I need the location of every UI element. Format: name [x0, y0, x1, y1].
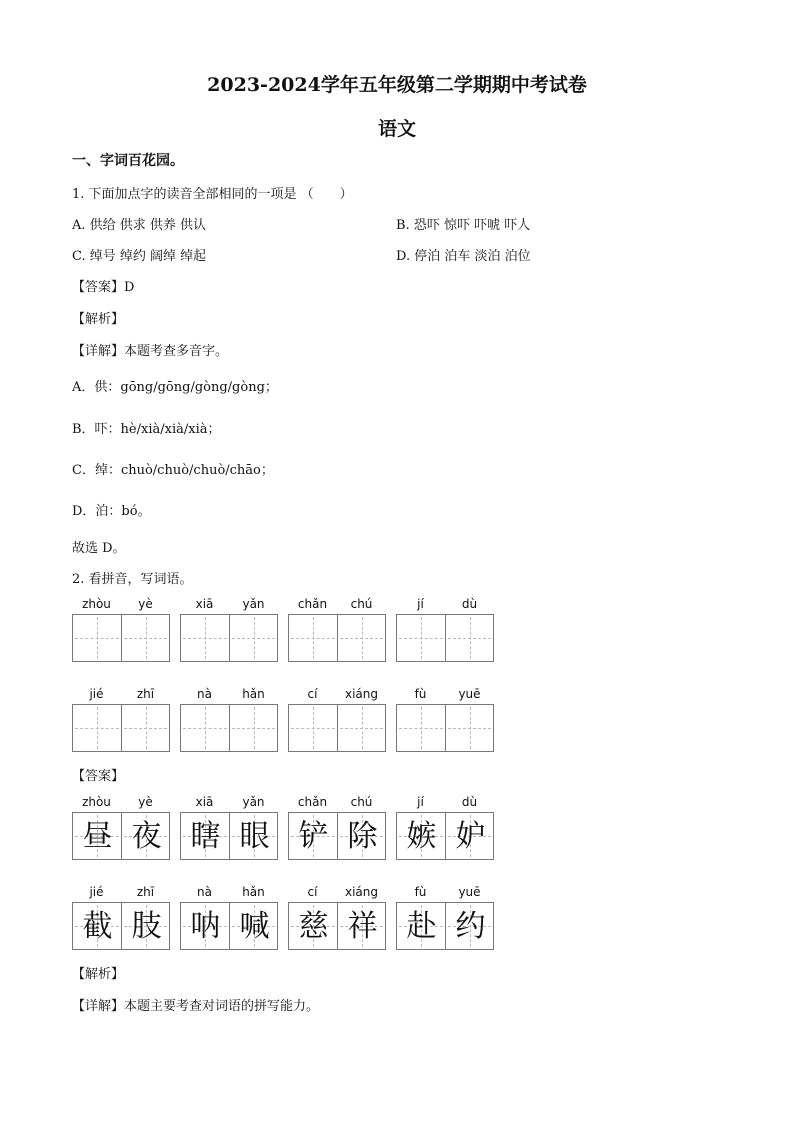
- explanation-d: D．泊：bó。: [72, 504, 151, 519]
- pinyin: yǎn: [242, 795, 265, 809]
- writing-grid-answer: [72, 902, 494, 950]
- pinyin: chǎn: [297, 795, 328, 809]
- question-2-stem: 2. 看拼音，写词语。: [72, 572, 193, 587]
- answer-char: 夜: [131, 819, 162, 854]
- pinyin: yè: [138, 795, 153, 809]
- pinyin: jí: [417, 795, 424, 809]
- answer-char: 肢: [131, 909, 162, 944]
- pinyin: fù: [414, 885, 427, 899]
- detail-label: 【详解】: [72, 344, 125, 359]
- pinyin: zhòu: [82, 597, 111, 611]
- detail-line-q2: [72, 995, 319, 1014]
- answer-box: [72, 902, 170, 950]
- pinyin: fù: [414, 687, 427, 701]
- option-d: D. 停泊 泊车 淡泊 泊位: [396, 249, 531, 264]
- pinyin: zhī: [136, 885, 155, 899]
- answer-box: [72, 812, 170, 860]
- answer-label: 【答案】: [72, 280, 125, 295]
- pinyin: hǎn: [242, 885, 265, 899]
- answer-box: [396, 812, 494, 860]
- detail-text: 本题考查多音字。: [124, 344, 229, 359]
- pinyin: zhòu: [82, 795, 111, 809]
- answer-label-q2: 【答案】: [72, 769, 125, 784]
- answer-box: [180, 902, 278, 950]
- pinyin: cí: [307, 885, 318, 899]
- detail-line: [72, 340, 228, 359]
- pinyin: xiā: [195, 597, 214, 611]
- pinyin: jí: [417, 597, 424, 611]
- writing-grid-blank: [72, 614, 494, 662]
- answer-box: [180, 812, 278, 860]
- answer-char: 眼: [239, 819, 270, 854]
- answer-char: 约: [455, 909, 486, 944]
- answer-box[interactable]: [180, 704, 278, 752]
- exam-title: 2023-2024学年五年级第二学期期中考试卷: [207, 74, 587, 96]
- pinyin: xiáng: [344, 687, 378, 701]
- pinyin: jié: [89, 885, 104, 899]
- option-c: C. 绰号 绰约 阔绰 绰起: [72, 249, 207, 264]
- pinyin: xiáng: [344, 885, 378, 899]
- answer-box: [288, 812, 386, 860]
- answer-char: 慈: [298, 909, 329, 944]
- pinyin: dù: [461, 597, 478, 611]
- pinyin: nà: [197, 885, 212, 899]
- pinyin: zhī: [136, 687, 155, 701]
- answer-box[interactable]: [288, 614, 386, 662]
- conclusion: 故选 D。: [72, 541, 126, 556]
- option-a: A. 供给 供求 供养 供认: [72, 218, 207, 233]
- explanation-c: C．绰：chuò/chuò/chuò/chāo；: [72, 463, 274, 478]
- subject-title: 语文: [377, 118, 416, 140]
- pinyin: jié: [89, 687, 104, 701]
- pinyin: nà: [197, 687, 212, 701]
- answer-char: 铲: [298, 819, 329, 854]
- pinyin: cí: [307, 687, 318, 701]
- answer-char: 祥: [347, 909, 378, 944]
- answer-box[interactable]: [288, 704, 386, 752]
- pinyin: chú: [350, 597, 373, 611]
- option-b: B. 恐吓 惊吓 吓唬 吓人: [396, 218, 531, 233]
- answer-box[interactable]: [72, 704, 170, 752]
- answer-box[interactable]: [396, 704, 494, 752]
- answer-value: D: [124, 280, 135, 295]
- answer-char: 嫉: [406, 819, 437, 854]
- answer-char: 瞎: [190, 819, 221, 854]
- answer-box[interactable]: [180, 614, 278, 662]
- answer-char: 截: [82, 909, 113, 944]
- pinyin: yuē: [458, 885, 481, 899]
- answer-char: 妒: [455, 819, 486, 854]
- answer-box: [396, 902, 494, 950]
- pinyin: chú: [350, 795, 373, 809]
- answer-box: [288, 902, 386, 950]
- analysis-label-q2: 【解析】: [72, 967, 125, 982]
- answer-box[interactable]: [72, 614, 170, 662]
- explanation-a: A．供：gōng/gōng/gòng/gòng；: [72, 380, 278, 395]
- answer-char: 除: [347, 819, 378, 854]
- pinyin: yuē: [458, 687, 481, 701]
- writing-grid-answer: [72, 812, 494, 860]
- pinyin: dù: [461, 795, 478, 809]
- answer-char: 喊: [239, 909, 270, 944]
- detail-label: 【详解】: [72, 999, 125, 1014]
- detail-text: 本题主要考查对词语的拼写能力。: [124, 999, 320, 1014]
- question-1-stem: 1. 下面加点字的读音全部相同的一项是 （ ）: [72, 187, 353, 202]
- pinyin: xiā: [195, 795, 214, 809]
- answer-char: 昼: [82, 819, 113, 854]
- pinyin: yǎn: [242, 597, 265, 611]
- answer-char: 呐: [190, 909, 221, 944]
- explanation-b: B．吓：hè/xià/xià/xià；: [72, 422, 221, 437]
- pinyin: hǎn: [242, 687, 265, 701]
- pinyin: chǎn: [297, 597, 328, 611]
- section-heading: 一、字词百花园。: [72, 153, 184, 169]
- pinyin: yè: [138, 597, 153, 611]
- analysis-label: 【解析】: [72, 312, 125, 327]
- answer-box[interactable]: [396, 614, 494, 662]
- answer-char: 赴: [406, 909, 437, 944]
- answer-line: [72, 276, 134, 295]
- writing-grid-blank: [72, 704, 494, 752]
